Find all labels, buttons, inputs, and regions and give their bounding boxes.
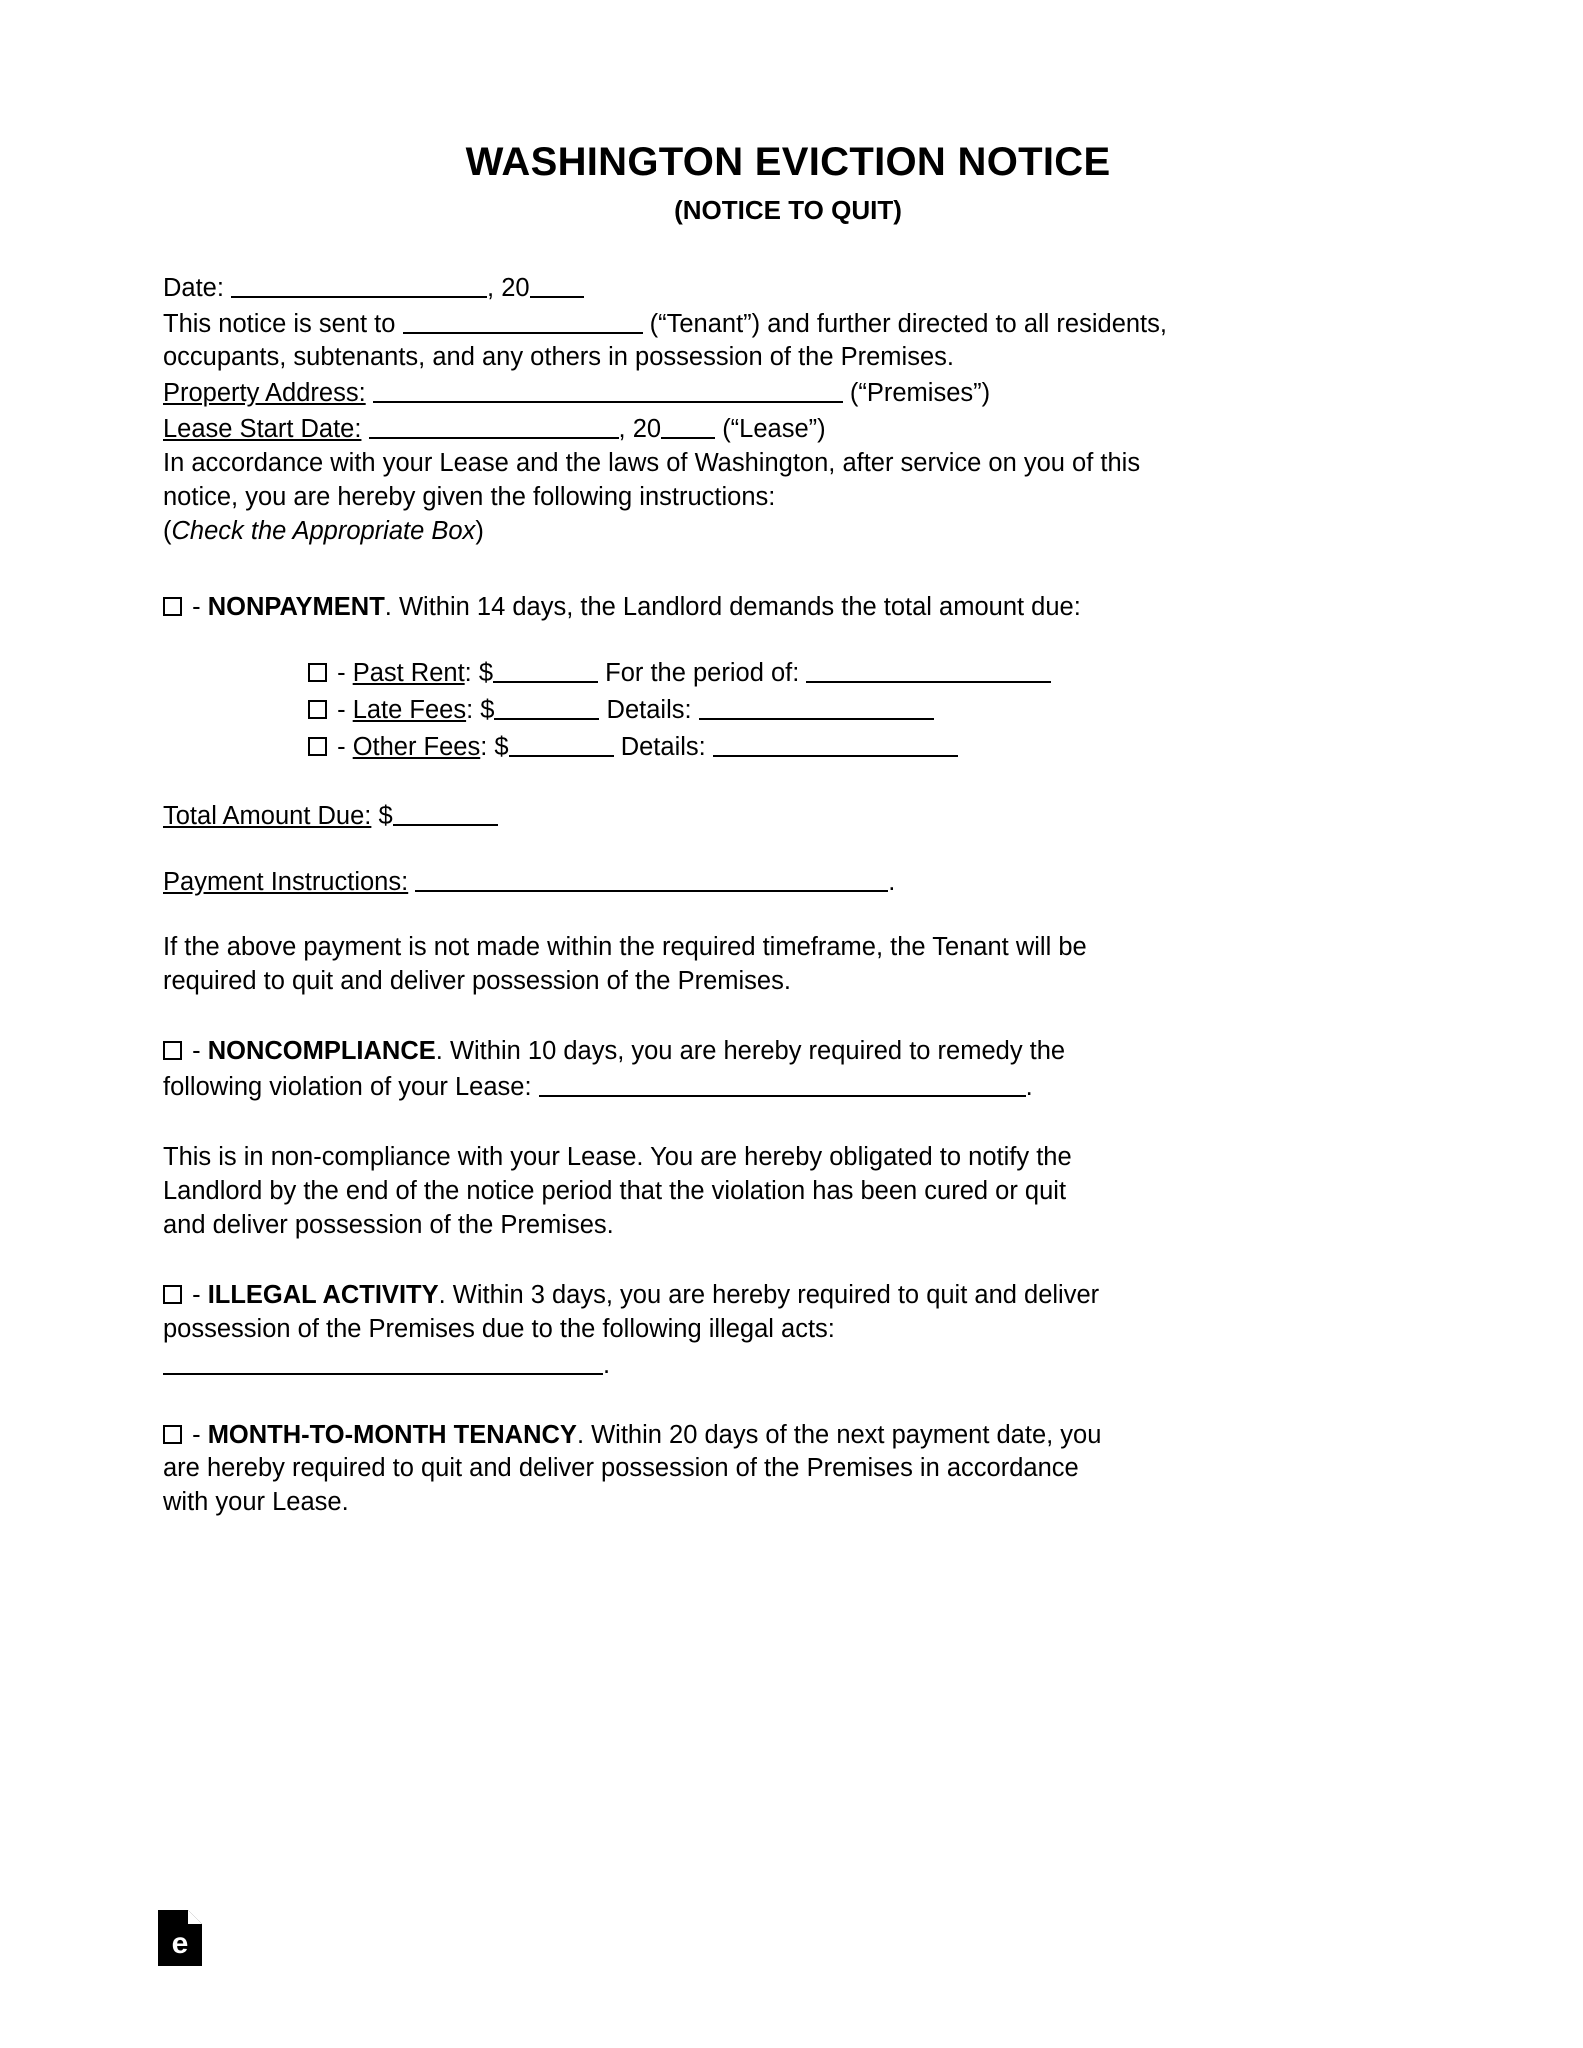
lease-year-prefix: , 20 xyxy=(618,415,662,444)
option-noncompliance[interactable] xyxy=(163,1035,1413,1105)
illegal-activity-label: ILLEGAL ACTIVITY xyxy=(207,1280,439,1309)
notice-lead-text: This notice is sent to xyxy=(163,309,396,338)
property-address-label: Property Address: xyxy=(163,379,366,408)
past-rent-dash: - xyxy=(337,658,346,687)
late-fees-label: Late Fees xyxy=(352,695,467,724)
tenant-name-blank[interactable] xyxy=(403,306,643,334)
consequence-line2: required to quit and deliver possession of the Premises. xyxy=(163,967,791,996)
check-box-instruction xyxy=(163,515,1413,549)
property-address-line xyxy=(163,375,1413,411)
date-line xyxy=(163,270,1413,306)
illegal-activity-text: . Within 3 days, you are hereby required to quit and deliver xyxy=(438,1280,1100,1309)
eforms-logo xyxy=(158,1910,202,1966)
other-fees-dollar: : $ xyxy=(480,732,509,761)
late-fees-dash: - xyxy=(337,695,346,724)
month-to-month-text: . Within 20 days of the next payment date, you xyxy=(576,1420,1102,1449)
instruction-close-paren: ) xyxy=(475,516,484,545)
month-to-month-label: MONTH-TO-MONTH TENANCY xyxy=(207,1420,577,1449)
instruction-open-paren: ( xyxy=(163,516,172,545)
month-to-month-dash: - xyxy=(192,1420,201,1449)
illegal-activity-period: . xyxy=(603,1350,611,1379)
date-year-prefix: , 20 xyxy=(487,273,530,302)
illegal-acts-blank[interactable] xyxy=(163,1347,603,1375)
sub-item-past-rent[interactable] xyxy=(308,655,1413,692)
noncompliance-dash: - xyxy=(192,1037,201,1066)
accordance-line2: notice, you are hereby given the following instructions: xyxy=(163,483,776,512)
date-input-blank[interactable] xyxy=(231,270,487,298)
checkbox-month-to-month[interactable] xyxy=(163,1425,182,1444)
illegal-activity-line2: possession of the Premises due to the following illegal acts: xyxy=(163,1314,835,1343)
payment-instructions-period: . xyxy=(888,867,896,896)
violation-blank[interactable] xyxy=(539,1069,1026,1097)
lease-start-date-blank[interactable] xyxy=(369,411,619,439)
nonpayment-label: NONPAYMENT xyxy=(207,592,385,621)
page-subtitle: (NOTICE TO QUIT) xyxy=(674,195,902,225)
noncompliance-line2-lead: following violation of your Lease: xyxy=(163,1073,532,1102)
page-title: WASHINGTON EVICTION NOTICE xyxy=(465,140,1111,184)
accordance-line1: In accordance with your Lease and the laws of Washington, after service on you of this xyxy=(163,449,1141,478)
past-rent-mid-label: For the period of: xyxy=(605,658,800,687)
checkbox-past-rent[interactable] xyxy=(308,663,327,682)
checkbox-noncompliance[interactable] xyxy=(163,1041,182,1060)
total-amount-due-line xyxy=(163,798,1413,834)
checkbox-illegal-activity[interactable] xyxy=(163,1285,182,1304)
premises-suffix: (“Premises”) xyxy=(849,379,991,408)
property-address-blank[interactable] xyxy=(373,375,843,403)
instruction-italic-text: Check the Appropriate Box xyxy=(171,516,476,545)
payment-instructions-blank[interactable] xyxy=(415,864,888,892)
checkbox-nonpayment[interactable] xyxy=(163,597,182,616)
lease-start-year-blank[interactable] xyxy=(661,411,715,439)
other-fees-mid-label: Details: xyxy=(620,732,706,761)
lease-start-date-line xyxy=(163,411,1413,447)
past-rent-period-blank[interactable] xyxy=(806,655,1051,683)
noncompliance-label: NONCOMPLIANCE xyxy=(207,1037,436,1066)
option-nonpayment[interactable] xyxy=(163,591,1413,625)
payment-instructions-line xyxy=(163,864,1413,900)
svg-text:e: e xyxy=(171,1927,189,1960)
past-rent-dollar: : $ xyxy=(464,658,494,687)
notice-line2-text: occupants, subtenants, and any others in possession of the Premises. xyxy=(163,343,954,372)
nonpayment-consequence-paragraph xyxy=(163,931,1413,999)
noncompliance-explanation-line1: This is in non-compliance with your Lease. You are hereby obligated to notify the xyxy=(163,1143,1072,1172)
consequence-line1: If the above payment is not made within the required timeframe, the Tenant will be xyxy=(163,933,1087,962)
total-amount-due-label: Total Amount Due: xyxy=(163,801,372,830)
other-fees-dash: - xyxy=(337,732,346,761)
nonpayment-sub-items xyxy=(308,655,1413,766)
month-to-month-line2: are hereby required to quit and deliver possession of the Premises in accordance xyxy=(163,1454,1079,1483)
other-fees-amount-blank[interactable] xyxy=(509,729,614,757)
payment-instructions-label: Payment Instructions: xyxy=(163,867,409,896)
late-fees-amount-blank[interactable] xyxy=(494,692,599,720)
accordance-paragraph xyxy=(163,447,1413,515)
eforms-document-icon xyxy=(158,1910,202,1966)
past-rent-label: Past Rent xyxy=(352,658,465,687)
notice-after-blank-text: (“Tenant”) and further directed to all residents, xyxy=(649,309,1167,338)
sub-item-other-fees[interactable] xyxy=(308,729,1413,766)
late-fees-details-blank[interactable] xyxy=(699,692,934,720)
noncompliance-text: . Within 10 days, you are hereby required to remedy the xyxy=(435,1037,1066,1066)
noncompliance-explanation-line2: Landlord by the end of the notice period that the violation has been cured or quit xyxy=(163,1177,1067,1205)
date-year-blank[interactable] xyxy=(530,270,584,298)
checkbox-other-fees[interactable] xyxy=(308,737,327,756)
sub-item-late-fees[interactable] xyxy=(308,692,1413,729)
checkbox-late-fees[interactable] xyxy=(308,700,327,719)
option-illegal-activity[interactable] xyxy=(163,1279,1413,1383)
notice-recipient-paragraph xyxy=(163,306,1413,376)
total-amount-dollar: $ xyxy=(378,801,393,830)
lease-suffix: (“Lease”) xyxy=(722,415,826,444)
noncompliance-explanation-paragraph xyxy=(163,1141,1413,1243)
month-to-month-line3: with your Lease. xyxy=(163,1488,349,1517)
nonpayment-text: . Within 14 days, the Landlord demands the total amount due: xyxy=(384,592,1081,621)
illegal-activity-dash: - xyxy=(192,1280,201,1309)
past-rent-amount-blank[interactable] xyxy=(493,655,598,683)
noncompliance-line2-period: . xyxy=(1025,1073,1033,1102)
other-fees-label: Other Fees xyxy=(352,732,481,761)
noncompliance-explanation-line3: and deliver possession of the Premises. xyxy=(163,1210,614,1239)
document-content xyxy=(163,0,1413,1520)
total-amount-blank[interactable] xyxy=(393,798,498,826)
late-fees-dollar: : $ xyxy=(466,695,495,724)
late-fees-mid-label: Details: xyxy=(606,695,692,724)
date-label: Date: xyxy=(163,273,224,302)
lease-start-date-label: Lease Start Date: xyxy=(163,415,362,444)
option-month-to-month-tenancy[interactable] xyxy=(163,1419,1413,1521)
other-fees-details-blank[interactable] xyxy=(713,729,958,757)
nonpayment-dash: - xyxy=(192,592,201,621)
